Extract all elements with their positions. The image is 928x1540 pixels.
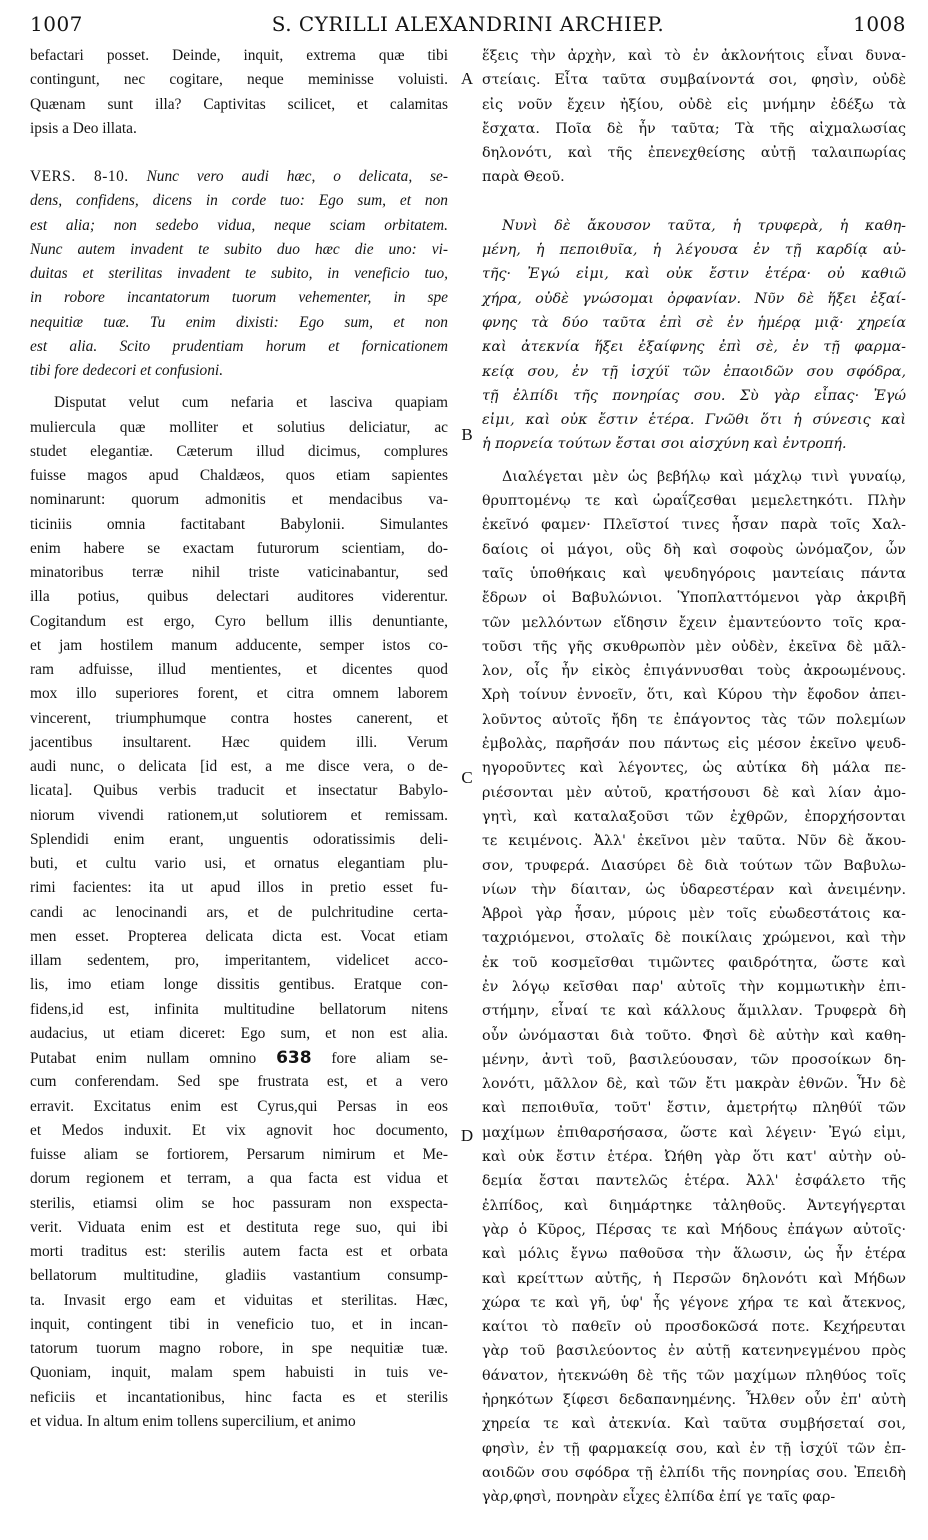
latin-line: verit. Viduata enim est et destituta rege suo, qui ibi bbox=[30, 1218, 448, 1236]
latin-line: cum conferendam. Sed spe frustrata est, et a vero bbox=[30, 1073, 448, 1091]
greek-line: τοῦσι τῆς γῆς σκυθρωπὸν μὲν οὐδὲν, ἐκεῖνα δὲ μᾶλ- bbox=[482, 638, 906, 655]
greek-line: θάνατον, ἠτεκνώθη δὲ τῆς τῶν μαχίμων πληθύος τοῖς bbox=[482, 1367, 906, 1384]
latin-line: fuisse magos apud Chaldæos, quos etiam sapientes bbox=[30, 467, 448, 484]
greek-line: γὰρ ὁ Κῦρος, Πέρσας τε καὶ Μήδους ἐπάγων αὐτοῖς· bbox=[482, 1221, 906, 1238]
latin-line: tatorum tuorum magno robore, in spe nequitiæ tuæ. bbox=[30, 1340, 448, 1357]
page-header bbox=[30, 10, 906, 38]
greek-line: χώρα τε καὶ γῆ, ὑφ' ἧς γέγονε χήρα τε καὶ ἄτεκνος, bbox=[482, 1294, 906, 1311]
greek-line: ἐκ τοῦ κοσμεῖσθαι τιμῶντες φαιδρότητα, ὥστε καὶ bbox=[482, 954, 906, 971]
latin-column bbox=[30, 44, 448, 1434]
verse-label: VERS. 8-10. bbox=[30, 168, 129, 185]
latin-line: jacentibus insultarent. Hæc quidem illi. Verum bbox=[30, 733, 448, 751]
latin-line: candi ac lenocinandi ars, et de pulchritudine certa- bbox=[30, 903, 448, 921]
running-title: S. CYRILLI ALEXANDRINI ARCHIEP. bbox=[271, 12, 665, 36]
latin-line: neficiis et incantationibus, hinc facta es et sterilis bbox=[30, 1388, 448, 1406]
latin-line bbox=[30, 1046, 448, 1070]
greek-line: χήρα, οὐδὲ γνώσομαι ὀρφανίαν. Νῦν δὲ ἥξει ἐξαί- bbox=[482, 290, 906, 307]
latin-line: sterilis, etiamsi olim se hoc passuram non exspecta- bbox=[30, 1194, 448, 1212]
greek-line: στείαις. Εἶτα ταῦτα συμβαίνοντά σοι, φησὶν, οὐδὲ bbox=[482, 72, 906, 89]
latin-line: Nunc autem invadent te subito duo hæc die uno: vi- bbox=[30, 240, 448, 258]
latin-line: studet elegantiæ. Cæterum illud dicimus, complures bbox=[30, 442, 448, 460]
greek-line: τῇ ἐλπίδι τῆς πονηρίας σου. Σὺ γὰρ εἶπας· Ἐγώ bbox=[482, 387, 906, 404]
latin-line: bellatorum multitudine, gladiis vastantium consump- bbox=[30, 1267, 448, 1285]
latin-line: dorum regionem et terram, a qua facta est vidua et bbox=[30, 1170, 448, 1188]
latin-line: duitas et sterilitas invadent te subito, in veneficio tuo, bbox=[30, 265, 448, 282]
latin-commentary-paragraph-cont bbox=[30, 1070, 448, 1434]
latin-line: ta. Invasit ergo eam et viduitas et sterilitas. Hæc, bbox=[30, 1291, 448, 1309]
greek-line: νίων τὴν δίαιταν, ὡς ὑδαρεστέραν καὶ ἀνειμένην. bbox=[482, 881, 906, 898]
latin-line: licata]. Quibus verbis traducit et insectatur Babylo- bbox=[30, 782, 448, 800]
greek-line: ηγοροῦντες καὶ λέγοντες, ὡς αὐτίκα δὴ μάλα πε- bbox=[482, 760, 906, 777]
latin-line: est alia. Scito prudentiam horum et fornicationem bbox=[30, 337, 448, 355]
latin-line: niorum vivendi rationem,ut solutiorem et remissam. bbox=[30, 806, 448, 824]
section-marker-a: A bbox=[460, 69, 474, 88]
greek-line: ἔσχατα. Ποῖα δὲ ἦν ταῦτα; Τὰ τῆς αἰχμαλωσίας bbox=[482, 120, 906, 137]
greek-column bbox=[482, 44, 906, 1510]
greek-line: ἠρηκότων ξίφεσι δεδαπανημένης. Ἦλθεν οὖν ἐπ' αὐτὴ bbox=[482, 1392, 906, 1409]
inline-page-number: 638 bbox=[276, 1048, 312, 1068]
section-marker-d: D bbox=[460, 1126, 474, 1145]
latin-line: enim habere se exactam futurorum scientiam, do- bbox=[30, 539, 448, 557]
latin-line: morti traditus est: sterilis autem facta est et orbata bbox=[30, 1243, 448, 1260]
latin-line: tibi fore dedecori et confusioni. bbox=[30, 362, 224, 379]
section-marker-c: C bbox=[461, 768, 473, 787]
latin-line: ipsis a Deo illata. bbox=[30, 119, 137, 137]
greek-line: τῆς· Ἐγώ εἰμι, καὶ οὐκ ἔστιν ἑτέρα· οὐ καθιῶ bbox=[482, 266, 906, 283]
greek-line: λοῦντος αὐτοῖς ἤδη τε ἐπάγοντος τὰς τῶν πολεμίων bbox=[482, 711, 906, 728]
greek-line: φνης τὰ δύο ταῦτα ἐπὶ σὲ ἐν ἡμέρᾳ μιᾷ· χηρεία bbox=[482, 314, 906, 331]
greek-line: καὶ ἀτεκνία ἥξει ἐξαίφνης ἐπὶ σὲ, ἐν τῇ φαρμα- bbox=[482, 339, 906, 356]
latin-line: et Medos induxit. Et vix agnovit hoc documento, bbox=[30, 1121, 448, 1139]
latin-line bbox=[30, 165, 448, 189]
greek-line: οὖν ὠνόμασται διὰ τοῦτο. Φησὶ δὲ αὐτὴν καὶ καθη- bbox=[482, 1027, 906, 1044]
greek-line: δεμία ἔσται παντελῶς ἑτέρα. Ἀλλ' ἐσφάλετο τῆς bbox=[482, 1173, 906, 1190]
greek-line: Ἁβροὶ γὰρ ἦσαν, μύροις μὲν τοῖς εὐωδεστάτοις κα- bbox=[482, 906, 906, 923]
latin-line: fidens,id est, infinita multitudine bellatorum nitens bbox=[30, 1000, 448, 1018]
greek-line: χηρεία τε καὶ ἀτεκνία. Καὶ ταῦτα συμβήσεταί σοι, bbox=[482, 1416, 906, 1433]
greek-line: λον, οἷς ἦν εἰκὸς ἐπιγάννυσθαι τοὺς ἀκροωμένους. bbox=[482, 663, 906, 680]
latin-line: befactari posset. Deinde, inquit, extrema quæ tibi bbox=[30, 47, 448, 64]
latin-line: buti, et cultu vario usi, et ornatus elegantiam plu- bbox=[30, 855, 448, 872]
latin-line: illam sedentem, pro, imperitantem, videlicet acco- bbox=[30, 952, 448, 969]
greek-line: γητὶ, καὶ καταλαξοῦσι τῶν ἐχθρῶν, ἐπορχήσονται bbox=[482, 808, 906, 825]
latin-line: Disputat velut cum nefaria et lasciva quapiam bbox=[54, 394, 448, 412]
latin-line: in robore incantatorum tuorum vehementer, in spe bbox=[30, 289, 448, 307]
latin-line: men esset. Propterea delicata dicta est. Vocat etiam bbox=[30, 927, 448, 945]
greek-line: ταχριόμενοι, στολαῖς δὲ ποικίλαις χρώμενοι, καὶ τὴν bbox=[482, 930, 906, 947]
latin-commentary-paragraph bbox=[30, 391, 448, 1046]
latin-line: et vidua. In altum enim tollens supercilium, et animo bbox=[30, 1412, 356, 1430]
latin-line: vincerent, triumphumque contra hostes canerent, et bbox=[30, 709, 448, 727]
greek-line: μαχίμων ἐπιθαρσήσασα, ὥστε καὶ λέγειν· Ἐγώ εἰμι, bbox=[482, 1124, 906, 1141]
greek-line: Νυνὶ δὲ ἄκουσον ταῦτα, ἡ τρυφερὰ, ἡ καθη- bbox=[502, 217, 906, 234]
latin-line: Quoniam, inquit, malam spem habuisti in tuis ve- bbox=[30, 1364, 448, 1382]
greek-line: δαίοις οἱ μάγοι, οὓς δὴ καὶ σοφοὺς ὠνόμαζον, ὧν bbox=[482, 541, 906, 558]
latin-line: inquit, contingent tibi in veneficio tuo, et in incan- bbox=[30, 1315, 448, 1333]
latin-line: est alia; non sedebo vidua, neque sciam orbitatem. bbox=[30, 216, 448, 234]
greek-line: ἐλπίδος, καὶ διημάρτηκε τἀληθοῦς. Ἀντεγήγερται bbox=[482, 1197, 906, 1214]
latin-verse-paragraph bbox=[30, 189, 448, 383]
greek-line: ἔδρων οἱ Βαβυλώνιοι. Ὑποπλαττόμενοι γὰρ ἀκριβῆ bbox=[482, 590, 906, 607]
greek-line: ἐμβολὰς, παρῆσάν που πάντως εἰς μέσον ἐκεῖνο ψευδ- bbox=[482, 736, 906, 753]
latin-line: Cogitandum est ergo, Cyro bellum illis denuntiante, bbox=[30, 612, 448, 630]
greek-line: καὶ κρείττων αὐτῆς, ἡ Περσῶν δηλονότι καὶ Μήδων bbox=[482, 1270, 906, 1287]
latin-line: nequitiæ tuæ. Tu enim dixisti: Ego sum, et non bbox=[30, 313, 448, 331]
greek-line: μένην, ἀντὶ τοῦ, βασιλεύουσαν, τῶν προσοίκων δη- bbox=[482, 1051, 906, 1068]
greek-verse-paragraph bbox=[482, 214, 906, 457]
latin-line: Quænam sunt illa? Captivitas scilicet, et calamitas bbox=[30, 95, 448, 113]
greek-paragraph bbox=[482, 44, 906, 190]
greek-line: σον, τρυφερά. Διασύρει δὲ διὰ τούτων τῶν Βαβυλω- bbox=[482, 857, 906, 874]
latin-line: rimi facientes: ita ut apud illos in pretio esset fu- bbox=[30, 879, 448, 897]
greek-line: φησὶν, ἐν τῇ φαρμακείᾳ σου, καὶ ἐν τῇ ἰσχύϊ τῶν ἐπ- bbox=[482, 1440, 906, 1457]
greek-commentary-paragraph bbox=[482, 465, 906, 1510]
greek-line: καὶ πεποιθυῖα, τοῦτ' ἔστιν, ἀμετρήτῳ πληθύϊ τῶν bbox=[482, 1100, 906, 1117]
latin-line: Splendidi enim erant, unguentis odoratissimis deli- bbox=[30, 830, 448, 848]
greek-line: Διαλέγεται μὲν ὡς βεβήλῳ καὶ μάχλῳ τινὶ γυναίῳ, bbox=[502, 468, 906, 485]
greek-line: γὰρ τοῦ βασιλεύοντος ἐν αὐτῇ κατενηνεγμένου πρὸς bbox=[482, 1343, 906, 1360]
latin-line: audacius, ut etiam diceret: Ego sum, et non est alia. bbox=[30, 1024, 448, 1042]
latin-line: muliercula quæ molliter et solutius deliciatur, ac bbox=[30, 418, 448, 436]
greek-line: λονότι, μᾶλλον δὲ, καὶ τῶν ἔτι μακρὰν ἐθνῶν. Ἦν δὲ bbox=[482, 1076, 906, 1093]
latin-line: lis, imo etiam longe dissitis gentibus. Eratque con- bbox=[30, 976, 448, 994]
latin-line: erravit. Excitatus enim est Cyrus,qui Persas in eos bbox=[30, 1097, 448, 1115]
column-number-left: 1007 bbox=[30, 12, 83, 36]
greek-line: καὶ μόλις ἔγνω παθοῦσα τὴν ἅλωσιν, ὡς ἦν ἑτέρα bbox=[482, 1246, 906, 1263]
verse-text: Nunc vero audi hæc, o delicata, se- bbox=[128, 168, 448, 185]
latin-line: ram adfuisse, illud mentientes, et dicentes quod bbox=[30, 661, 448, 678]
latin-line: nominarunt: quorum admonitis et mendacibus va- bbox=[30, 491, 448, 509]
latin-line: audi nunc, o delicata [id est, a me disce vera, o de- bbox=[30, 758, 448, 775]
greek-line: ἕξεις τὴν ἀρχὴν, καὶ τὸ ἐν ἀκλονήτοις εἶναι δυνα- bbox=[482, 48, 906, 64]
greek-line: τῶν μελλόντων εἴδησιν ἔχειν ἐμαντεύοντο τοῖς κρα- bbox=[482, 614, 906, 631]
latin-line: minatoribus terræ nihil triste vaticinabantur, sed bbox=[30, 564, 448, 581]
greek-line: δηλονότι, καὶ τῆς ἐπενεχθείσης αὐτῇ ταλαιπωρίας bbox=[482, 145, 906, 162]
latin-line: et jam hostilem manum adducente, semper istos co- bbox=[30, 636, 448, 654]
greek-line: εἰς νοῦν ἔχειν ἠξίου, οὐδὲ εἰς μνήμην ἐδέξω τὰ bbox=[482, 96, 906, 113]
greek-line: ριέσονται μὲν αὐτοῦ, κρατήσουσι δὲ καὶ λίαν ἀμο- bbox=[482, 784, 906, 801]
latin-text: fore aliam se- bbox=[311, 1050, 449, 1067]
greek-line: παρὰ Θεοῦ. bbox=[482, 169, 565, 186]
greek-line: ἐν λόγῳ κεῖσθαι παρ' αὐτοῖς τὴν κομμωτικὴν ἐπι- bbox=[482, 978, 906, 995]
greek-line: στήμην, εἶναί τε καὶ κάλλους ἅμιλλαν. Τρυφερὰ δὴ bbox=[482, 1003, 906, 1020]
latin-line: ticiniis omnia factitabant Babylonii. Simulantes bbox=[30, 515, 448, 533]
greek-line: καὶ οὐκ ἔστιν ἑτέρα. Ὠήθη γὰρ ὅτι κατ' αὐτὴν οὐ- bbox=[482, 1149, 906, 1166]
latin-line: mox illo superiores forent, et citra omnem laborem bbox=[30, 685, 448, 703]
greek-line: Χρὴ τοίνυν ἐννοεῖν, ὅτι, καὶ Κύρου τὴν ἔφοδον ἀπει- bbox=[482, 687, 906, 704]
latin-line: contingunt, nec cogitare, neque meminisse voluisti. bbox=[30, 71, 448, 89]
greek-line: τε κειμένοις. Ἀλλ' ἐκεῖνοι μὲν ταῦτα. Νῦν δὲ ἄκου- bbox=[482, 833, 906, 850]
greek-line: γὰρ,φησὶ, πονηρὰν εἶχες ἐλπίδα ἐπί γε ταῖς φαρ- bbox=[482, 1489, 836, 1506]
latin-text: Putabat enim nullam omnino bbox=[30, 1050, 277, 1067]
greek-line: ἐκεῖνό φαμεν· Πλεῖστοί τινες ἦσαν παρὰ τοῖς Χαλ- bbox=[482, 517, 906, 534]
greek-line: ταῖς ὑποθήκαις καὶ ψευδηγόροις μαντείαις πάντα bbox=[482, 565, 906, 582]
greek-line: καίτοι τὸ παθεῖν οὐ προσδοκῶσά ποτε. Κεχήρευται bbox=[482, 1319, 906, 1336]
latin-line: illa potius, quibus delectari auditores viderentur. bbox=[30, 588, 448, 606]
greek-line: αοιδῶν σου σφόδρα τῇ ἐλπίδι τῆς πονηρίας σου. Ἐπειδὴ bbox=[482, 1464, 906, 1481]
greek-line: μένη, ἡ πεποιθυῖα, ἡ λέγουσα ἐν τῇ καρδίᾳ αὐ- bbox=[482, 242, 906, 259]
greek-line: θρυπτομένῳ τε καὶ ὡραΐζεσθαι μεμελετηκότι. Πλὴν bbox=[482, 493, 906, 510]
greek-line: κείᾳ σου, ἐν τῇ ἰσχύϊ τῶν ἐπαοιδῶν σου σφόδρα, bbox=[482, 363, 906, 380]
latin-paragraph bbox=[30, 44, 448, 141]
section-marker-b: B bbox=[461, 425, 473, 444]
latin-line: fuisse aliam se fortiorem, Persarum nimirum et Me- bbox=[30, 1146, 448, 1163]
latin-line: dens, confidens, dicens in corde tuo: Ego sum, et non bbox=[30, 192, 448, 210]
greek-line: εἰμι, καὶ οὐκ ἔστιν ἑτέρα. Γνῶθι ὅτι ἡ σύνεσις καὶ bbox=[482, 412, 906, 429]
greek-line: ἡ πορνεία τούτων ἔσται σοι αἰσχύνη καὶ ἐντροπή. bbox=[482, 436, 847, 453]
column-number-right: 1008 bbox=[853, 12, 906, 36]
